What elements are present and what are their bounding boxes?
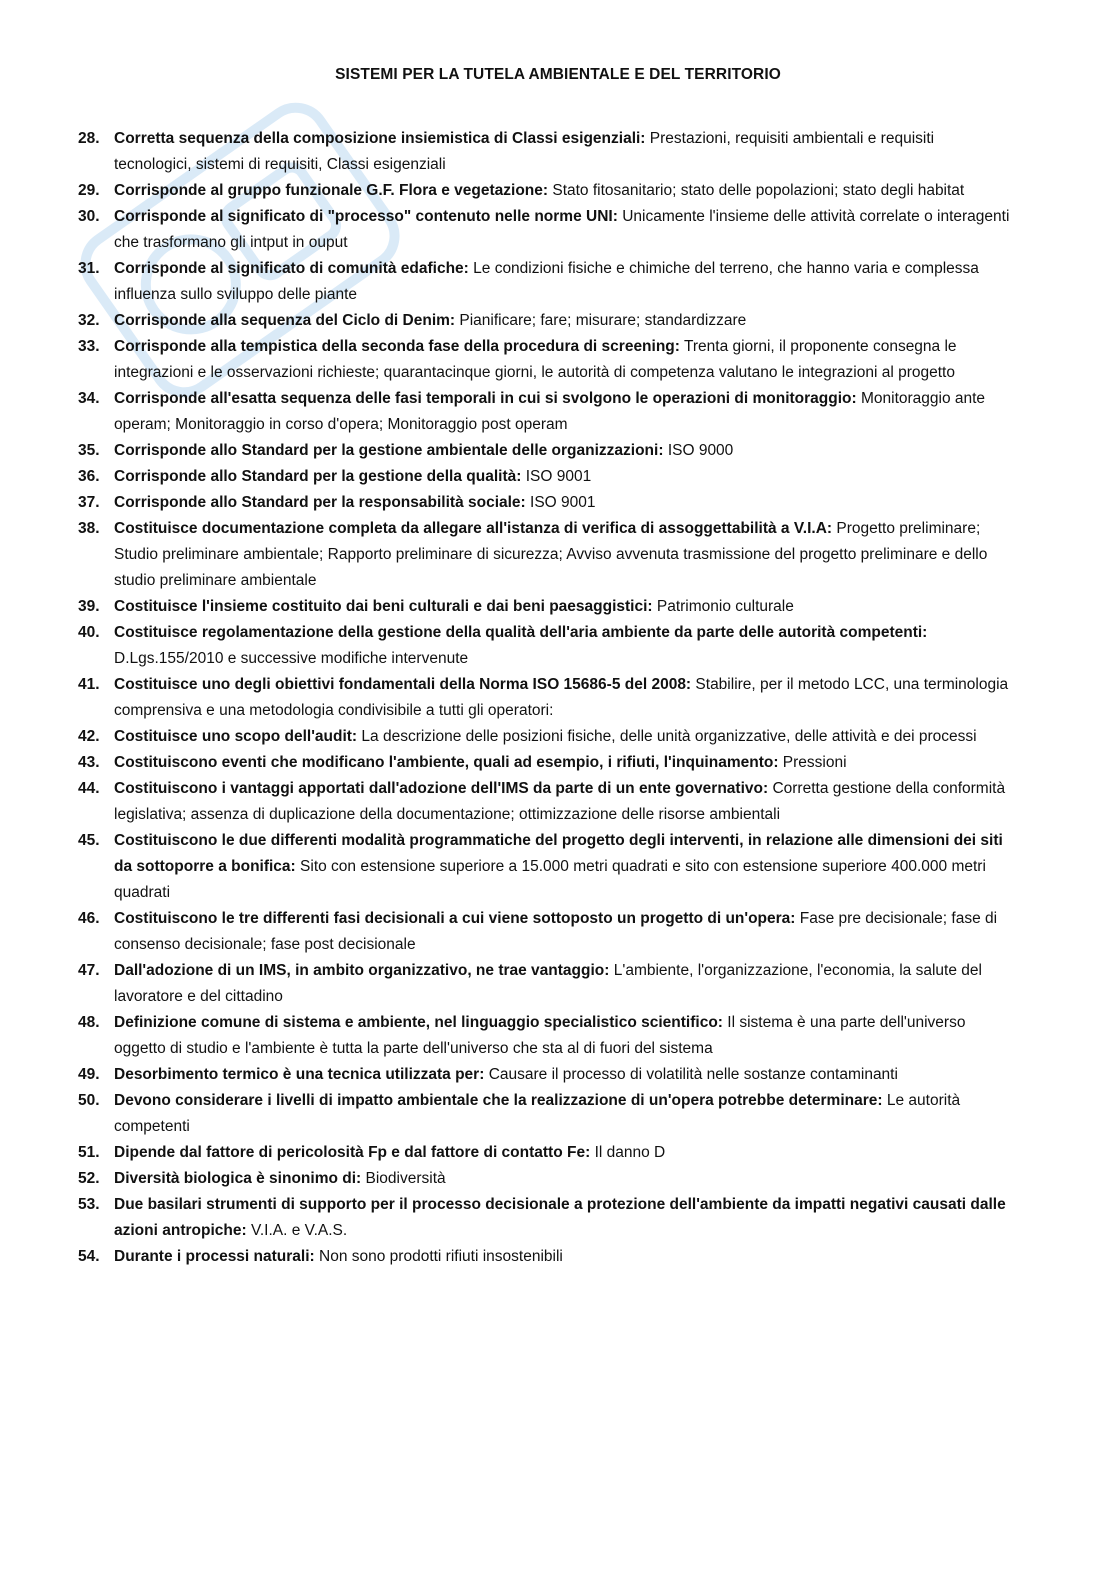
item-question: Costituisce uno scopo dell'audit: [114, 728, 358, 745]
item-answer: Unicamente l'insieme delle attività correlate o interagenti che trasformano gli intput in ouput [114, 208, 1010, 251]
item-answer: Non sono prodotti rifiuti insostenibili [319, 1248, 563, 1265]
list-item [78, 126, 1013, 178]
list-item [78, 464, 1013, 490]
item-question: Costituisce l'insieme costituito dai beni culturali e dai beni paesaggistici: [114, 598, 653, 615]
item-number: 34. [78, 390, 100, 407]
item-question: Definizione comune di sistema e ambiente, nel linguaggio specialistico scientifico: [114, 1014, 723, 1031]
question-list [78, 126, 1013, 1270]
item-number: 51. [78, 1144, 100, 1161]
item-question: Costituiscono le tre differenti fasi decisionali a cui viene sottoposto un progetto di un'opera: [114, 910, 796, 927]
item-number: 37. [78, 494, 100, 511]
item-number: 46. [78, 910, 100, 927]
item-number: 33. [78, 338, 100, 355]
list-item [78, 438, 1013, 464]
item-question: Devono considerare i livelli di impatto ambientale che la realizzazione di un'opera potrebbe determinare: [114, 1092, 883, 1109]
item-number: 44. [78, 780, 100, 797]
list-item [78, 386, 1013, 438]
item-answer: ISO 9001 [525, 468, 592, 485]
item-number: 42. [78, 728, 100, 745]
item-question: Durante i processi naturali: [114, 1248, 315, 1265]
item-number: 29. [78, 182, 100, 199]
item-answer: Progetto preliminare; Studio preliminare ambientale; Rapporto preliminare di sicurezza; Avviso avvenuta trasmissione del progetto preliminare e dello studio preliminare ambientale [114, 520, 988, 589]
list-item [78, 594, 1013, 620]
item-question: Costituisce documentazione completa da allegare all'istanza di verifica di assoggettabilità a V.I.A: [114, 520, 833, 537]
list-item [78, 334, 1013, 386]
item-question: Costituiscono i vantaggi apportati dall'adozione dell'IMS da parte di un ente governativo: [114, 780, 769, 797]
item-answer: Sito con estensione superiore a 15.000 metri quadrati e sito con estensione superiore 400.000 metri quadrati [114, 858, 986, 901]
item-question: Corrisponde alla sequenza del Ciclo di Denim: [114, 312, 456, 329]
item-number: 31. [78, 260, 100, 277]
item-number: 50. [78, 1092, 100, 1109]
item-number: 35. [78, 442, 100, 459]
list-item [78, 256, 1013, 308]
list-item [78, 906, 1013, 958]
item-question: Corrisponde all'esatta sequenza delle fasi temporali in cui si svolgono le operazioni di monitoraggio: [114, 390, 857, 407]
item-number: 52. [78, 1170, 100, 1187]
item-answer: Causare il processo di volatilità nelle sostanze contaminanti [488, 1066, 898, 1083]
list-item [78, 724, 1013, 750]
item-question: Due basilari strumenti di supporto per il processo decisionale a protezione dell'ambiente da impatti negativi causati dalle azioni antropiche: [114, 1196, 1006, 1239]
list-item [78, 776, 1013, 828]
page-title: SISTEMI PER LA TUTELA AMBIENTALE E DEL TERRITORIO [335, 66, 781, 83]
item-answer: Il sistema è una parte dell'universo oggetto di studio e l'ambiente è tutta la parte dell'universo che sta al di fuori del sistema [114, 1014, 966, 1057]
item-question: Dall'adozione di un IMS, in ambito organizzativo, ne trae vantaggio: [114, 962, 610, 979]
item-number: 38. [78, 520, 100, 537]
list-item [78, 1192, 1013, 1244]
item-answer: La descrizione delle posizioni fisiche, delle unità organizzative, delle attività e dei processi [361, 728, 977, 745]
item-answer: Pianificare; fare; misurare; standardizzare [459, 312, 747, 329]
item-number: 53. [78, 1196, 100, 1213]
item-question: Costituiscono eventi che modificano l'ambiente, quali ad esempio, i rifiuti, l'inquinamento: [114, 754, 779, 771]
item-answer: Il danno D [594, 1144, 666, 1161]
item-number: 54. [78, 1248, 100, 1265]
list-item [78, 516, 1013, 594]
item-answer: Biodiversità [365, 1170, 446, 1187]
list-item [78, 308, 1013, 334]
list-item [78, 750, 1013, 776]
list-item [78, 204, 1013, 256]
item-answer: Trenta giorni, il proponente consegna le integrazioni e le osservazioni richieste; quarantacinque giorni, le autorità di competenza valutano le integrazioni al progetto [114, 338, 957, 381]
list-item [78, 1140, 1013, 1166]
list-item [78, 1088, 1013, 1140]
item-question: Costituisce regolamentazione della gestione della qualità dell'aria ambiente da parte delle autorità competenti: [114, 624, 928, 641]
item-answer: ISO 9001 [530, 494, 596, 511]
item-question: Dipende dal fattore di pericolosità Fp e dal fattore di contatto Fe: [114, 1144, 591, 1161]
item-number: 28. [78, 130, 100, 147]
item-number: 43. [78, 754, 100, 771]
item-question: Diversità biologica è sinonimo di: [114, 1170, 362, 1187]
item-number: 49. [78, 1066, 100, 1083]
item-question: Costituiscono le due differenti modalità programmatiche del progetto degli interventi, in relazione alle dimensioni dei siti da sottoporre a bonifica: [114, 832, 1003, 875]
item-question: Corrisponde al significato di "processo" contenuto nelle norme UNI: [114, 208, 618, 225]
item-number: 39. [78, 598, 100, 615]
item-question: Corretta sequenza della composizione insiemistica di Classi esigenziali: [114, 130, 646, 147]
item-answer: Pressioni [782, 754, 847, 771]
item-answer: Le condizioni fisiche e chimiche del terreno, che hanno varia e complessa influenza sullo sviluppo delle piante [114, 260, 979, 303]
item-answer: V.I.A. e V.A.S. [250, 1222, 348, 1239]
list-item [78, 1244, 1013, 1270]
item-question: Corrisponde alla tempistica della seconda fase della procedura di screening: [114, 338, 680, 355]
item-question: Corrisponde allo Standard per la gestione della qualità: [114, 468, 522, 485]
item-question: Corrisponde allo Standard per la gestione ambientale delle organizzazioni: [114, 442, 664, 459]
item-number: 36. [78, 468, 100, 485]
item-question: Desorbimento termico è una tecnica utilizzata per: [114, 1066, 485, 1083]
item-number: 47. [78, 962, 100, 979]
item-question: Corrisponde al gruppo funzionale G.F. Flora e vegetazione: [114, 182, 549, 199]
list-item [78, 1062, 1013, 1088]
list-item [78, 672, 1013, 724]
list-item [78, 1010, 1013, 1062]
item-question: Corrisponde al significato di comunità edafiche: [114, 260, 469, 277]
list-item [78, 958, 1013, 1010]
item-answer: Le autorità competenti [114, 1092, 961, 1135]
item-answer: Prestazioni, requisiti ambientali e requisiti tecnologici, sistemi di requisiti, Classi esigenziali [114, 130, 935, 173]
item-number: 32. [78, 312, 100, 329]
item-answer: Monitoraggio ante operam; Monitoraggio in corso d'opera; Monitoraggio post operam [114, 390, 986, 433]
item-number: 48. [78, 1014, 100, 1031]
item-question: Costituisce uno degli obiettivi fondamentali della Norma ISO 15686-5 del 2008: [114, 676, 692, 693]
item-number: 41. [78, 676, 100, 693]
list-item [78, 178, 1013, 204]
item-answer: Fase pre decisionale; fase di consenso decisionale; fase post decisionale [114, 910, 998, 953]
item-answer: D.Lgs.155/2010 e successive modifiche intervenute [114, 650, 469, 667]
item-answer: L'ambiente, l'organizzazione, l'economia, la salute del lavoratore e del cittadino [114, 962, 982, 1005]
item-question: Corrisponde allo Standard per la responsabilità sociale: [114, 494, 526, 511]
item-answer: Patrimonio culturale [656, 598, 794, 615]
item-answer: Stato fitosanitario; stato delle popolazioni; stato degli habitat [552, 182, 965, 199]
list-item [78, 620, 1013, 672]
item-number: 40. [78, 624, 100, 641]
item-number: 45. [78, 832, 100, 849]
item-answer: Corretta gestione della conformità legislativa; assenza di duplicazione della documentazione; ottimizzazione delle risorse ambientali [114, 780, 1006, 823]
list-item [78, 490, 1013, 516]
item-number: 30. [78, 208, 100, 225]
list-item [78, 1166, 1013, 1192]
item-answer: Stabilire, per il metodo LCC, una terminologia comprensiva e una metodologia condivisibile a tutti gli operatori: [114, 676, 1009, 719]
list-item [78, 828, 1013, 906]
item-answer: ISO 9000 [667, 442, 734, 459]
